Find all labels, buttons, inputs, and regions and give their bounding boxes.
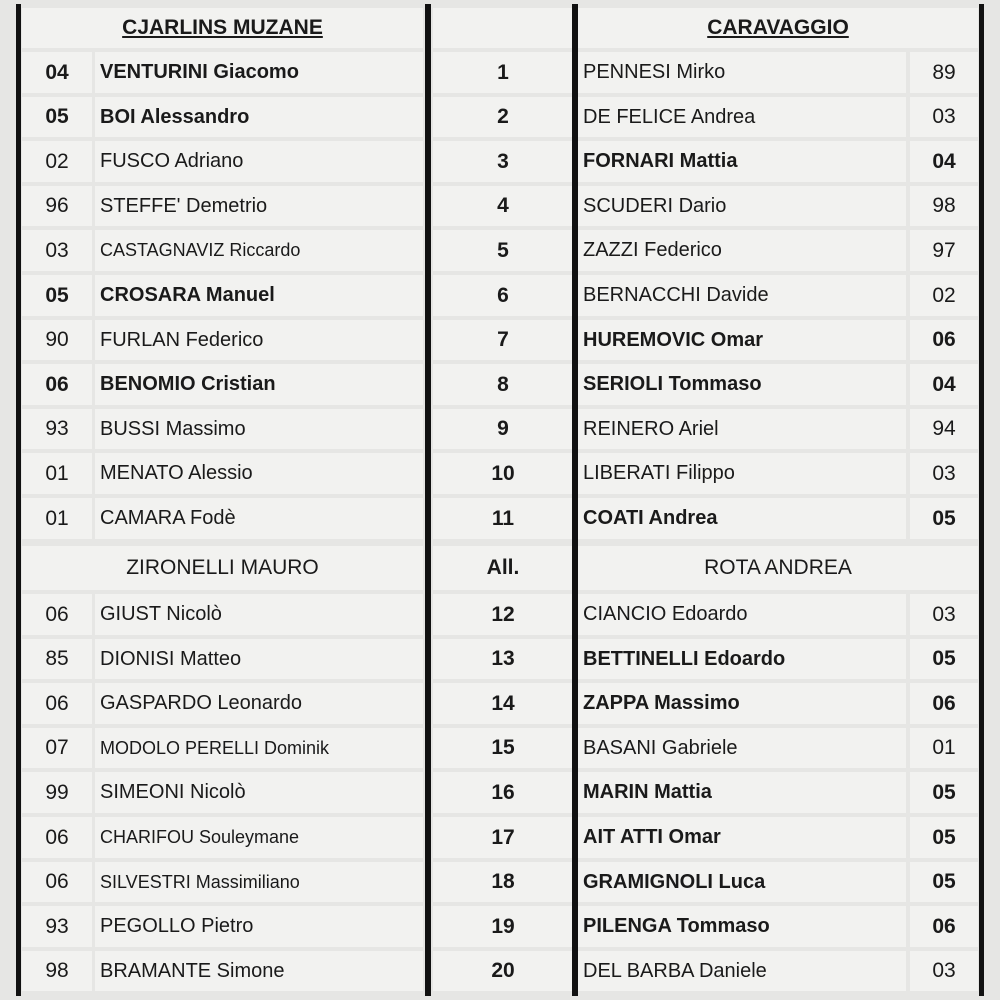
home-player-birth-year: 06 bbox=[22, 817, 92, 858]
shirt-number: 19 bbox=[433, 906, 573, 947]
home-player-birth-year: 06 bbox=[22, 364, 92, 405]
away-player-name: LIBERATI Filippo bbox=[578, 453, 906, 494]
home-player-name: FUSCO Adriano bbox=[95, 141, 423, 182]
frame-line bbox=[425, 4, 431, 996]
away-player-name: AIT ATTI Omar bbox=[578, 817, 906, 858]
away-player-name: COATI Andrea bbox=[578, 498, 906, 539]
home-player-birth-year: 99 bbox=[22, 772, 92, 813]
home-coach-name: ZIRONELLI MAURO bbox=[22, 546, 423, 590]
home-player-name: BOI Alessandro bbox=[95, 97, 423, 137]
away-team-name: CARAVAGGIO bbox=[578, 8, 978, 48]
home-player-name: SIMEONI Nicolò bbox=[95, 772, 423, 813]
home-player-name: PEGOLLO Pietro bbox=[95, 906, 423, 947]
shirt-number: 17 bbox=[433, 817, 573, 858]
home-player-birth-year: 90 bbox=[22, 320, 92, 360]
away-player-name: DEL BARBA Daniele bbox=[578, 951, 906, 991]
shirt-number: 9 bbox=[433, 409, 573, 449]
away-player-name: HUREMOVIC Omar bbox=[578, 320, 906, 360]
home-player-birth-year: 07 bbox=[22, 728, 92, 768]
home-player-birth-year: 85 bbox=[22, 639, 92, 679]
shirt-number: 1 bbox=[433, 52, 573, 93]
away-player-name: PENNESI Mirko bbox=[578, 52, 906, 93]
away-player-name: ZAZZI Federico bbox=[578, 230, 906, 271]
away-player-name: FORNARI Mattia bbox=[578, 141, 906, 182]
away-player-name: BASANI Gabriele bbox=[578, 728, 906, 768]
home-player-birth-year: 98 bbox=[22, 951, 92, 991]
home-player-name: VENTURINI Giacomo bbox=[95, 52, 423, 93]
away-player-birth-year: 06 bbox=[910, 683, 978, 724]
home-team-name: CJARLINS MUZANE bbox=[22, 8, 423, 48]
away-player-birth-year: 89 bbox=[910, 52, 978, 93]
away-player-birth-year: 06 bbox=[910, 320, 978, 360]
frame-line bbox=[16, 4, 21, 996]
shirt-number: 12 bbox=[433, 594, 573, 635]
home-player-name: CROSARA Manuel bbox=[95, 275, 423, 316]
home-player-birth-year: 04 bbox=[22, 52, 92, 93]
away-player-birth-year: 04 bbox=[910, 141, 978, 182]
frame-line bbox=[979, 4, 984, 996]
home-player-birth-year: 03 bbox=[22, 230, 92, 271]
home-player-birth-year: 06 bbox=[22, 862, 92, 902]
away-player-name: SERIOLI Tommaso bbox=[578, 364, 906, 405]
away-player-name: BETTINELLI Edoardo bbox=[578, 639, 906, 679]
shirt-number: 16 bbox=[433, 772, 573, 813]
away-player-birth-year: 04 bbox=[910, 364, 978, 405]
shirt-number: 13 bbox=[433, 639, 573, 679]
shirt-number: 7 bbox=[433, 320, 573, 360]
away-player-name: CIANCIO Edoardo bbox=[578, 594, 906, 635]
away-player-birth-year: 94 bbox=[910, 409, 978, 449]
shirt-number: 2 bbox=[433, 97, 573, 137]
frame-line bbox=[572, 4, 578, 996]
home-player-birth-year: 93 bbox=[22, 906, 92, 947]
away-player-birth-year: 05 bbox=[910, 639, 978, 679]
home-player-name: STEFFE' Demetrio bbox=[95, 186, 423, 226]
away-player-name: SCUDERI Dario bbox=[578, 186, 906, 226]
shirt-number: 4 bbox=[433, 186, 573, 226]
away-player-name: ZAPPA Massimo bbox=[578, 683, 906, 724]
home-player-birth-year: 96 bbox=[22, 186, 92, 226]
away-player-name: GRAMIGNOLI Luca bbox=[578, 862, 906, 902]
home-player-birth-year: 01 bbox=[22, 498, 92, 539]
away-player-birth-year: 05 bbox=[910, 862, 978, 902]
away-player-name: BERNACCHI Davide bbox=[578, 275, 906, 316]
away-player-birth-year: 98 bbox=[910, 186, 978, 226]
home-player-name: BENOMIO Cristian bbox=[95, 364, 423, 405]
home-player-name: BRAMANTE Simone bbox=[95, 951, 423, 991]
home-player-name: MENATO Alessio bbox=[95, 453, 423, 494]
away-player-name: REINERO Ariel bbox=[578, 409, 906, 449]
shirt-number: 6 bbox=[433, 275, 573, 316]
away-player-birth-year: 03 bbox=[910, 594, 978, 635]
shirt-number: 10 bbox=[433, 453, 573, 494]
home-player-name: GASPARDO Leonardo bbox=[95, 683, 423, 724]
shirt-number: 8 bbox=[433, 364, 573, 405]
shirt-number: 14 bbox=[433, 683, 573, 724]
away-player-birth-year: 03 bbox=[910, 453, 978, 494]
home-player-birth-year: 01 bbox=[22, 453, 92, 494]
shirt-number: 20 bbox=[433, 951, 573, 991]
away-player-birth-year: 03 bbox=[910, 97, 978, 137]
shirt-number: 11 bbox=[433, 498, 573, 539]
home-player-name: CAMARA Fodè bbox=[95, 498, 423, 539]
away-player-birth-year: 05 bbox=[910, 498, 978, 539]
home-player-birth-year: 06 bbox=[22, 594, 92, 635]
home-player-name: BUSSI Massimo bbox=[95, 409, 423, 449]
coach-label: All. bbox=[433, 546, 573, 590]
home-player-birth-year: 05 bbox=[22, 97, 92, 137]
away-player-birth-year: 03 bbox=[910, 951, 978, 991]
home-player-name: DIONISI Matteo bbox=[95, 639, 423, 679]
shirt-number: 15 bbox=[433, 728, 573, 768]
shirt-number: 18 bbox=[433, 862, 573, 902]
home-player-name: MODOLO PERELLI Dominik bbox=[95, 728, 423, 768]
home-player-name: CASTAGNAVIZ Riccardo bbox=[95, 230, 423, 271]
away-player-birth-year: 01 bbox=[910, 728, 978, 768]
away-coach-name: ROTA ANDREA bbox=[578, 546, 978, 590]
away-player-birth-year: 05 bbox=[910, 817, 978, 858]
home-player-birth-year: 06 bbox=[22, 683, 92, 724]
home-player-birth-year: 93 bbox=[22, 409, 92, 449]
home-player-name: SILVESTRI Massimiliano bbox=[95, 862, 423, 902]
away-player-name: DE FELICE Andrea bbox=[578, 97, 906, 137]
away-player-name: PILENGA Tommaso bbox=[578, 906, 906, 947]
away-player-birth-year: 05 bbox=[910, 772, 978, 813]
away-player-name: MARIN Mattia bbox=[578, 772, 906, 813]
shirt-number: 3 bbox=[433, 141, 573, 182]
home-player-birth-year: 05 bbox=[22, 275, 92, 316]
home-player-name: CHARIFOU Souleymane bbox=[95, 817, 423, 858]
home-player-name: FURLAN Federico bbox=[95, 320, 423, 360]
away-player-birth-year: 02 bbox=[910, 275, 978, 316]
away-player-birth-year: 06 bbox=[910, 906, 978, 947]
away-player-birth-year: 97 bbox=[910, 230, 978, 271]
number-column-header bbox=[433, 8, 573, 48]
home-player-birth-year: 02 bbox=[22, 141, 92, 182]
home-player-name: GIUST Nicolò bbox=[95, 594, 423, 635]
shirt-number: 5 bbox=[433, 230, 573, 271]
